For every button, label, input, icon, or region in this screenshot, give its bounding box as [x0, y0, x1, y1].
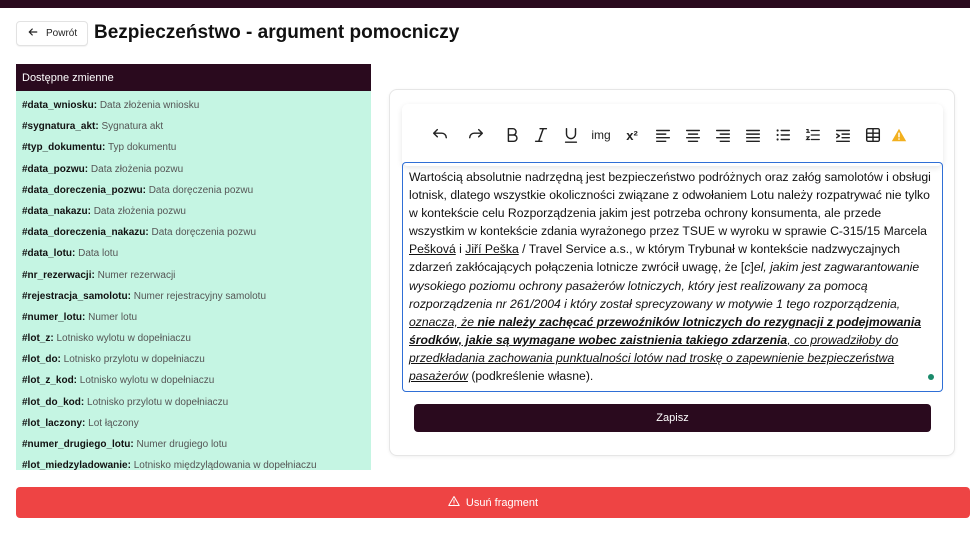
editor-text: (podkreślenie własne). [467, 369, 594, 384]
variable-desc: Numer drugiego lotu [136, 439, 228, 450]
numbered-list-icon[interactable] [798, 124, 828, 146]
variable-name: #lot_z_kod: [22, 375, 78, 387]
variable-name: #data_nakazu: [22, 205, 91, 217]
variables-panel [16, 64, 371, 470]
editor-text: ] [750, 260, 754, 275]
variable-item[interactable] [22, 201, 365, 222]
variable-name: #data_doreczenia_pozwu: [22, 184, 146, 196]
variable-desc: Typ dokumentu [107, 142, 177, 154]
variable-item[interactable] [22, 116, 365, 137]
warning-triangle-icon [448, 495, 460, 510]
variable-desc: Data złożenia pozwu [93, 205, 186, 217]
variable-name: #lot_z: [22, 333, 54, 345]
bullet-list-icon[interactable] [768, 124, 798, 146]
variable-name: #numer_drugiego_lotu: [22, 439, 134, 450]
variable-desc: Data lotu [78, 248, 119, 260]
editor-card [389, 89, 955, 456]
top-bar [0, 0, 970, 8]
variable-name: #lot_laczony: [22, 417, 86, 429]
variable-item[interactable] [22, 286, 365, 307]
page-title: Bezpieczeństwo - argument pomocniczy [94, 22, 460, 43]
variable-desc: Lotnisko międzylądowania w dopełniaczu [133, 460, 317, 470]
editor-text: c [744, 260, 751, 275]
editor-text: nie należy zachęcać przewoźników lotniczych do rezygnacji z podejmowania środków, jakie są wymagane wobec zaistnienia takiego zdarzenia [409, 314, 922, 347]
editor-text: , co prowadziłoby do przedkładania zachowania punktualności lotów nad troskę o zapewnienie bezpieczeństwa pasażerów [409, 332, 899, 384]
save-button[interactable]: Zapisz [414, 404, 931, 432]
editor-text: / Travel Service a.s., w którym Trybunał w kontekście nadzwyczajnych zdarzeń zakłócających połączenia lotnicze zwrócił uwagę, że [ [409, 242, 901, 275]
indent-icon[interactable] [828, 124, 858, 146]
warning-icon[interactable] [888, 124, 910, 146]
variable-name: #data_pozwu: [22, 163, 89, 175]
variable-item[interactable] [22, 159, 365, 180]
redo-icon[interactable] [454, 124, 498, 146]
variable-desc: Lotnisko wylotu w dopełniaczu [56, 333, 191, 345]
variable-desc: Sygnatura akt [101, 121, 164, 133]
delete-fragment-label: Usuń fragment [465, 496, 539, 509]
editor-text: el, jakim jest zagwarantowanie wysokiego poziomu ochrony pasażerów lotniczych, który jest realizowany za pomocą rozporządzenia nr 261/2004 i który został sprecyzowany w motywie 1 tego rozporządzenia, [409, 260, 920, 311]
italic-icon[interactable] [526, 124, 556, 146]
editor-text: Wartością absolutnie nadrzędną jest bezpieczeństwo podróżnych oraz załóg samolotów i obsługi lotnisk, dlatego wszystkie okoliczności związane z odwołaniem Lotu należy rozpatrywać nie tylko w kontekście celu Rozporządzenia jakim jest potrzeba ochrony konsumenta, ale przede wszystkim w kontekście zdania wyrażonego przez TSUE w wyroku w sprawie C-315/15 Marcela [409, 170, 931, 239]
variable-item[interactable] [22, 328, 365, 349]
back-button[interactable] [16, 21, 88, 46]
delete-fragment-button[interactable] [16, 487, 970, 518]
variable-desc: Data złożenia wniosku [99, 100, 200, 111]
variable-desc: Numer rezerwacji [97, 269, 176, 281]
editor-text: Pešková [409, 242, 456, 257]
variable-desc: Data doręczenia pozwu [151, 227, 257, 239]
variables-header: Dostępne zmienne [16, 64, 371, 91]
variable-item[interactable] [22, 307, 365, 328]
arrow-left-icon [27, 26, 39, 41]
variable-name: #lot_miedzyladowanie: [22, 460, 131, 470]
editor-text: i [455, 242, 466, 257]
variable-name: #data_wniosku: [22, 100, 98, 111]
variable-item[interactable] [22, 180, 365, 201]
editor-text: oznacza, że [409, 314, 478, 329]
variable-item[interactable] [22, 392, 365, 413]
status-dot [928, 374, 934, 380]
variable-item[interactable] [22, 137, 365, 158]
align-right-icon[interactable] [708, 124, 738, 146]
variable-item[interactable] [22, 434, 365, 455]
variable-item[interactable] [22, 95, 365, 116]
variable-item[interactable] [22, 222, 365, 243]
editor-text: Jiří Peška [465, 242, 519, 257]
variable-name: #data_doreczenia_nakazu: [22, 227, 149, 239]
editor-toolbar [402, 104, 943, 166]
variable-desc: Numer rejestracyjny samolotu [133, 290, 266, 302]
variable-desc: Lotnisko przylotu w dopełniaczu [63, 354, 205, 366]
variable-item[interactable] [22, 370, 365, 391]
superscript-icon[interactable]: x² [626, 127, 638, 143]
variable-item[interactable] [22, 413, 365, 434]
table-icon[interactable] [858, 124, 888, 146]
variable-desc: Lotnisko wylotu w dopełniaczu [79, 375, 215, 387]
variable-name: #lot_do_kod: [22, 396, 85, 408]
bold-icon[interactable] [498, 124, 526, 146]
align-left-icon[interactable] [648, 124, 678, 146]
variable-name: #nr_rezerwacji: [22, 269, 95, 281]
variable-name: #lot_do: [22, 354, 61, 366]
align-justify-icon[interactable] [738, 124, 768, 146]
variable-desc: Lot łączony [88, 417, 139, 429]
variable-name: #sygnatura_akt: [22, 121, 99, 133]
variable-desc: Numer lotu [88, 311, 138, 323]
variable-name: #rejestracja_samolotu: [22, 290, 131, 302]
variable-name: #data_lotu: [22, 248, 76, 260]
image-button[interactable]: img [591, 128, 611, 142]
back-button-label: Powrót [46, 28, 78, 39]
undo-icon[interactable] [426, 124, 454, 146]
variable-desc: Lotnisko przylotu w dopełniaczu [87, 396, 229, 408]
variable-item[interactable] [22, 243, 365, 264]
variable-name: #typ_dokumentu: [22, 142, 106, 154]
variable-item[interactable] [22, 265, 365, 286]
underline-icon[interactable] [556, 124, 586, 146]
variable-item[interactable] [22, 455, 365, 470]
variable-desc: Data doręczenia pozwu [148, 184, 254, 196]
text-editor[interactable] [402, 162, 943, 392]
variable-name: #numer_lotu: [22, 311, 86, 323]
align-center-icon[interactable] [678, 124, 708, 146]
variable-item[interactable] [22, 349, 365, 370]
variable-desc: Data złożenia pozwu [90, 163, 184, 175]
variables-list [16, 91, 371, 470]
